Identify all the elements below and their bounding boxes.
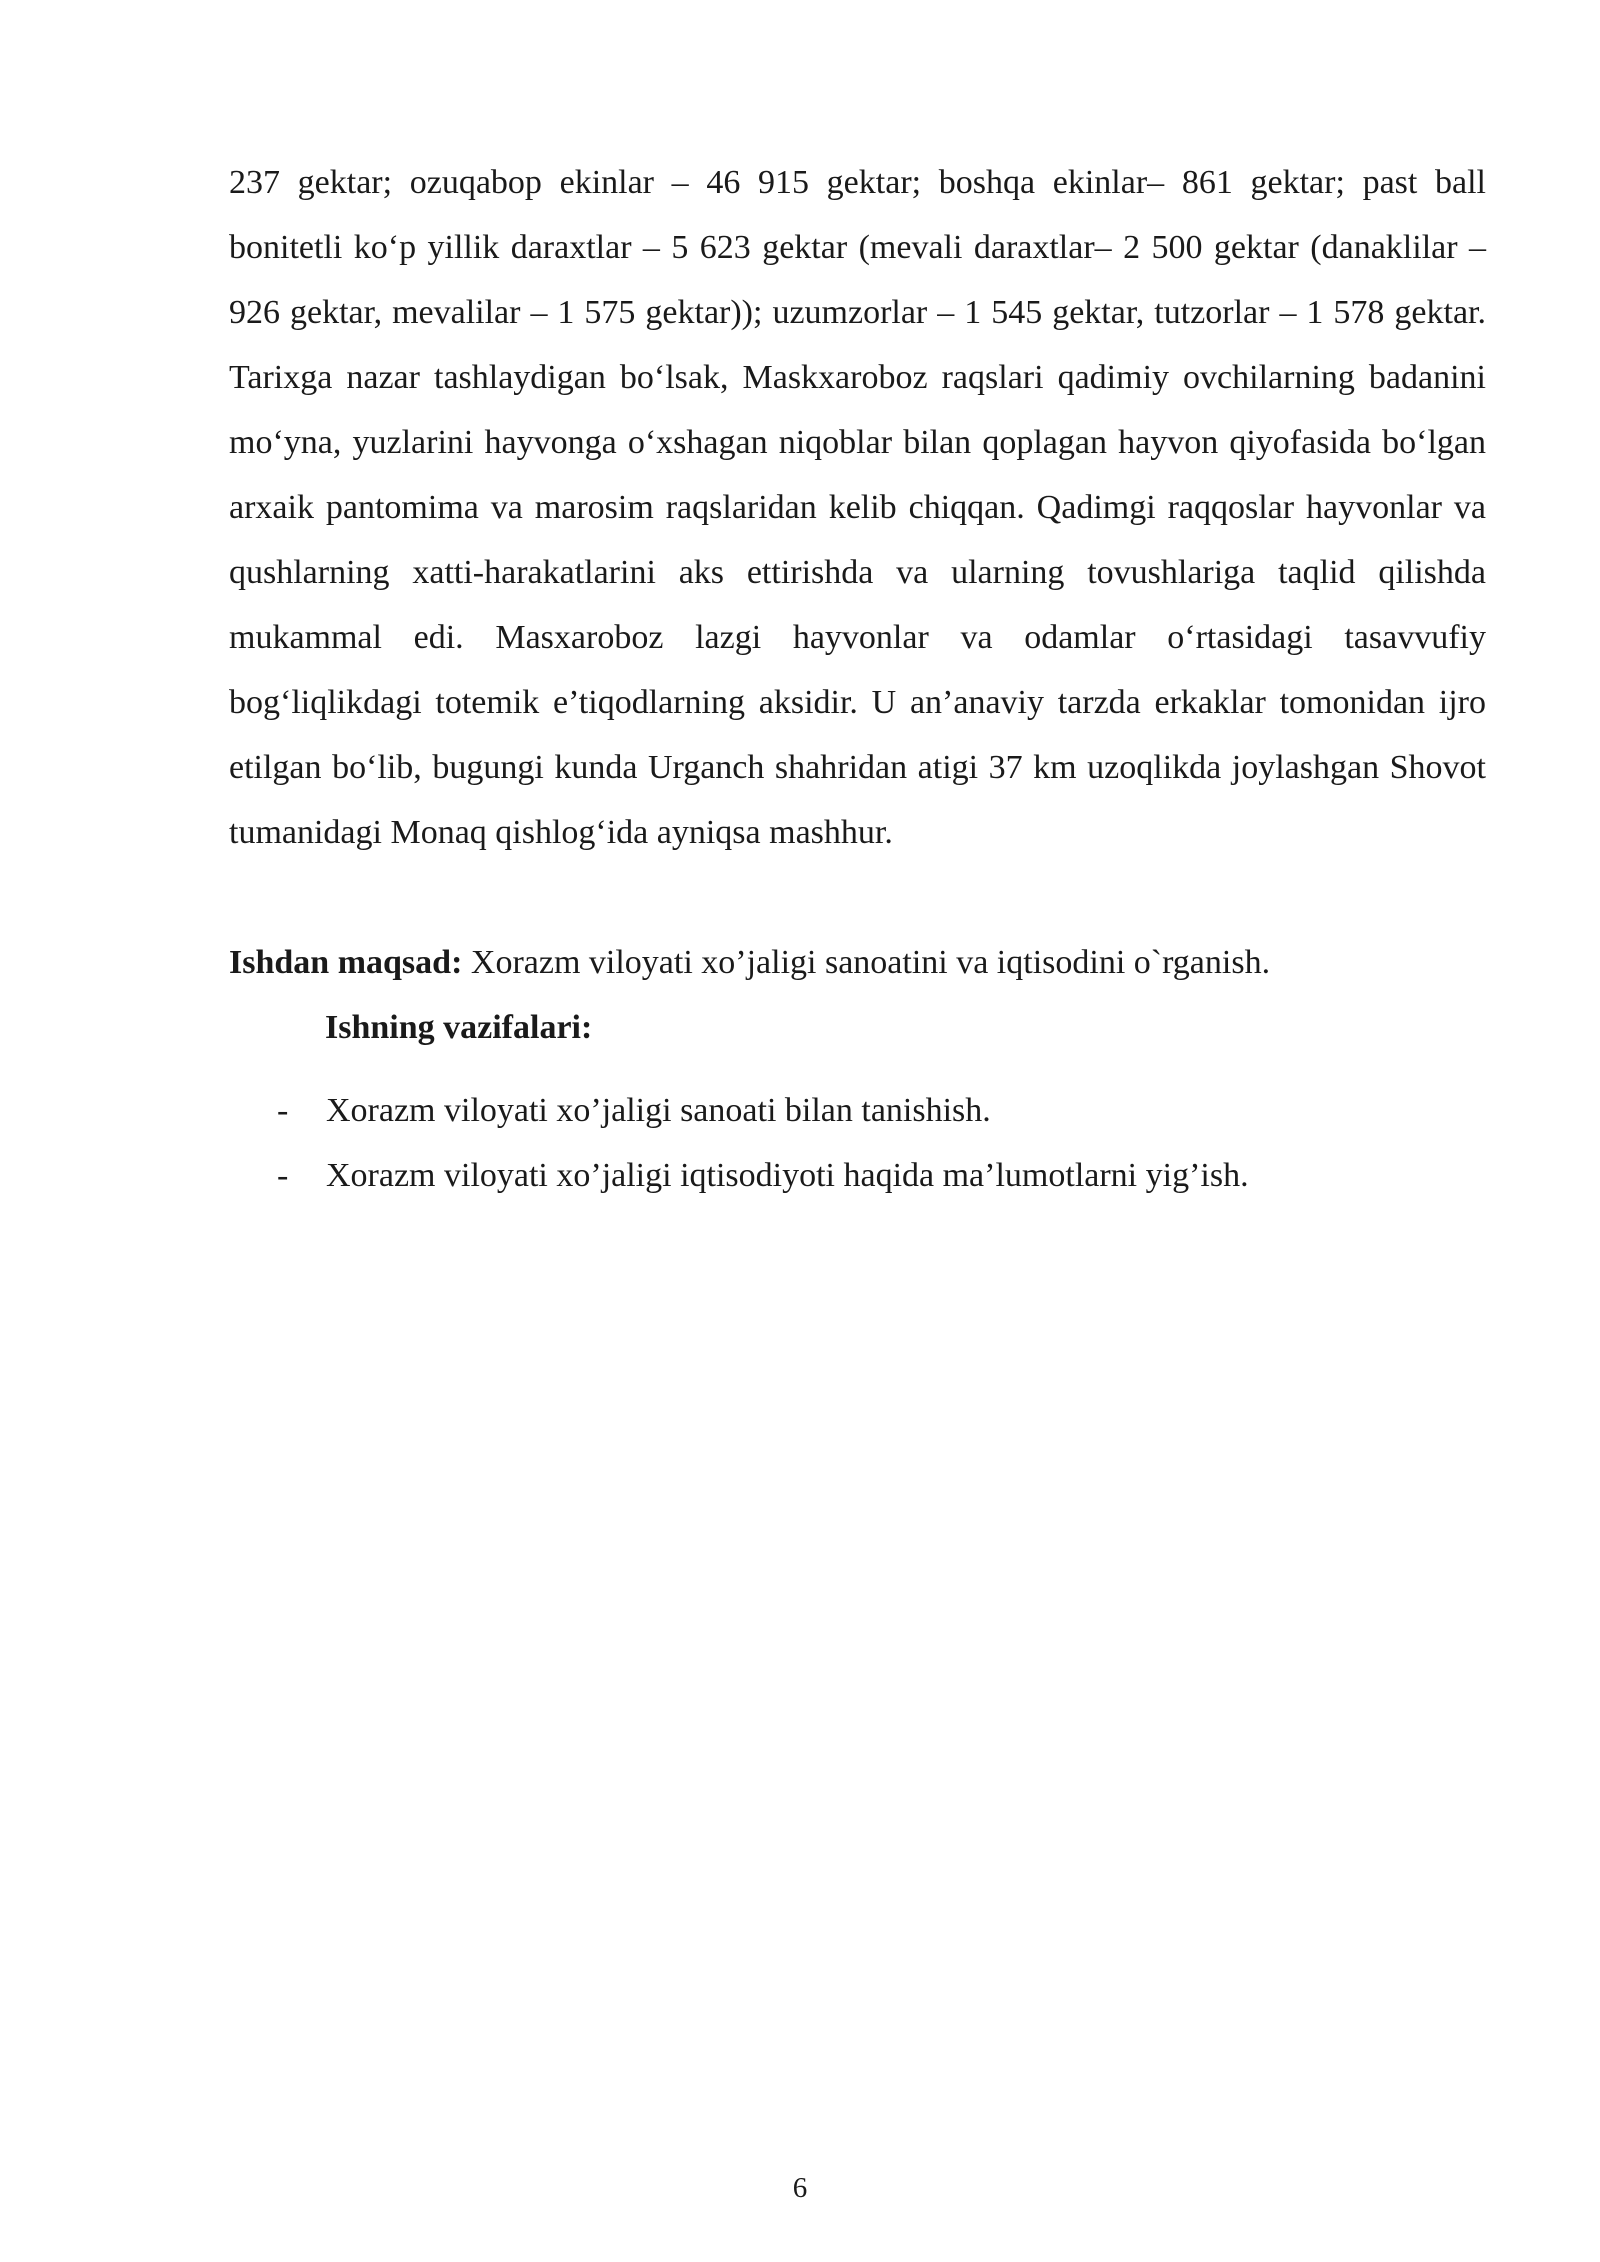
list-item	[229, 1078, 1486, 1143]
body-paragraph: 237 gektar; ozuqabop ekinlar – 46 915 gektar; boshqa ekinlar– 861 gektar; past ball bonitetli ko‘p yillik daraxtlar – 5 623 gektar (mevali daraxtlar– 2 500 gektar (danaklilar – 926 gektar, mevalilar – 1 575 gektar)); uzumzorlar – 1 545 gektar, tutzorlar – 1 578 gektar. Tarixga nazar tashlaydigan bo‘lsak, Maskxaroboz raqslari qadimiy ovchilarning badanini mo‘yna, yuzlarini hayvonga o‘xshagan niqoblar bilan qoplagan hayvon qiyofasida bo‘lgan arxaik pantomima va marosim raqslaridan kelib chiqqan. Qadimgi raqqoslar hayvonlar va qushlarning xatti-harakatlarini aks ettirishda va ularning tovushlariga taqlid qilishda mukammal edi. Masxaroboz lazgi hayvonlar va odamlar o‘rtasidagi tasavvufiy bog‘liqlikdagi totemik e’tiqodlarning aksidir. U an’anaviy tarzda erkaklar tomonidan ijro etilgan bo‘lib, bugungi kunda Urganch shahridan atigi 37 km uzoqlikda joylashgan Shovot tumanidagi Monaq qishlog‘ida ayniqsa mashhur.	[229, 164, 1486, 851]
goal-label: Ishdan maqsad:	[229, 944, 463, 981]
list-item	[229, 1143, 1486, 1208]
tasks-heading: Ishning vazifalari:	[325, 1009, 593, 1046]
page-number: 6	[792, 2172, 808, 2204]
goal-text: Xorazm viloyati xo’jaligi sanoatini va iqtisodini o`rganish.	[462, 944, 1271, 981]
bullet-dash: -	[277, 1157, 289, 1194]
bullet-dash: -	[277, 1092, 289, 1129]
task-text: Xorazm viloyati xo’jaligi iqtisodiyoti haqida ma’lumotlarni yig’ish.	[326, 1157, 1249, 1194]
task-text: Xorazm viloyati xo’jaligi sanoati bilan tanishish.	[326, 1092, 991, 1129]
task-list	[229, 1078, 1486, 1208]
goal-line	[229, 930, 1486, 995]
